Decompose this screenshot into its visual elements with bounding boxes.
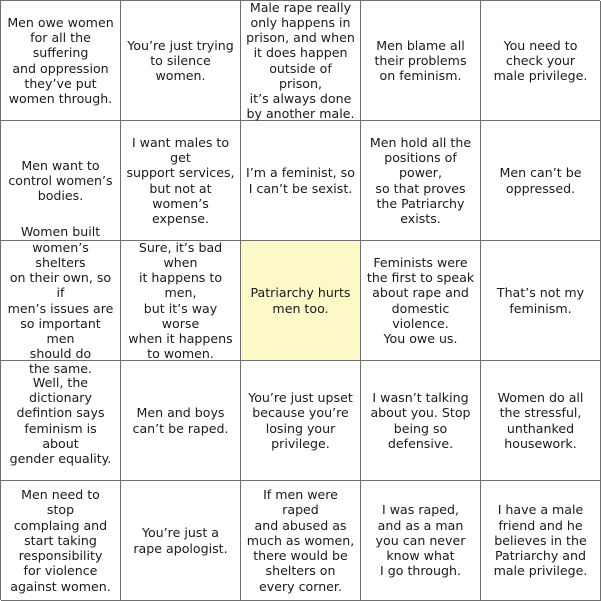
bingo-cell-r5c2: [121, 481, 241, 601]
cell-text: You’re just trying to silence women.: [127, 37, 234, 84]
bingo-cell-r1c5: [481, 1, 601, 121]
bingo-cell-r5c3: [241, 481, 361, 601]
bingo-cell-r2c1: [1, 121, 121, 241]
cell-text: Sure, it’s bad when it happens to men, but it’s way worse when it happens to women.: [128, 239, 233, 362]
cell-text: You need to check your male privilege.: [493, 37, 588, 84]
bingo-cell-r4c3: [241, 361, 361, 481]
cell-text: Women do all the stressful, unthanked housework.: [497, 390, 584, 451]
bingo-cell-r3c1: [1, 224, 121, 377]
cell-text: Men need to stop complaing and start taking responsibility for violence against women.: [10, 487, 111, 594]
bingo-cell-r4c4: [361, 361, 481, 481]
cell-text: You’re just a rape apologist.: [133, 525, 228, 556]
bingo-cell-r1c3: [241, 1, 361, 121]
cell-text: If men were raped and abused as much as women, there would be shelters on every corner.: [246, 487, 355, 594]
cell-text: Well, the dictionary defintion says feminism is about gender equality.: [9, 374, 112, 466]
bingo-cell-r3c5: [481, 241, 601, 361]
bingo-cell-r3c4: [361, 241, 481, 361]
cell-text: Men and boys can’t be raped.: [132, 405, 229, 436]
bingo-cell-r1c2: [121, 1, 241, 121]
bingo-cell-r2c2: [121, 121, 241, 241]
bingo-cell-r2c4: [361, 121, 481, 241]
bingo-cell-r2c3: [241, 121, 361, 241]
cell-text: Women built women’s shelters on their own, so if men’s issues are so important men should do the same.: [7, 224, 114, 377]
cell-text: Men owe women for all the suffering and oppression they’ve put women through.: [7, 14, 114, 106]
bingo-cell-r4c2: [121, 361, 241, 481]
cell-text: Patriarchy hurts men too.: [250, 285, 351, 316]
cell-text: Male rape really only happens in prison, and when it does happen outside of prison, it’s always done by another male.: [246, 0, 355, 122]
bingo-cell-r5c1: [1, 481, 121, 601]
cell-text: I wasn’t talking about you. Stop being so defensive.: [370, 390, 471, 451]
cell-text: Men blame all their problems on feminism.: [374, 37, 467, 84]
bingo-cell-r4c1: [1, 361, 121, 481]
cell-text: That’s not my feminism.: [496, 285, 585, 316]
bingo-cell-r4c5: [481, 361, 601, 481]
cell-text: I’m a feminist, so I can’t be sexist.: [246, 165, 355, 196]
bingo-cell-r2c5: [481, 121, 601, 241]
cell-text: You’re just upset because you’re losing your privilege.: [248, 390, 353, 451]
bingo-cell-r1c4: [361, 1, 481, 121]
bingo-cell-r5c4: [361, 481, 481, 601]
bingo-cell-r1c1: [1, 1, 121, 121]
cell-text: I want males to get support services, but not at women’s expense.: [126, 134, 235, 226]
cell-text: Men can’t be oppressed.: [499, 165, 582, 196]
cell-text: Feminists were the first to speak about rape and domestic violence. You owe us.: [366, 254, 475, 346]
bingo-cell-r3c2: [121, 241, 241, 361]
cell-text: I was raped, and as a man you can never know what I go through.: [375, 502, 466, 579]
cell-text: I have a male friend and he believes in the Patriarchy and male privilege.: [493, 502, 588, 579]
bingo-cell-r5c5: [481, 481, 601, 601]
cell-text: Men want to control women’s bodies.: [8, 157, 113, 204]
bingo-cell-free-space: [241, 241, 361, 361]
cell-text: Men hold all the positions of power, so that proves the Patriarchy exists.: [369, 134, 472, 226]
